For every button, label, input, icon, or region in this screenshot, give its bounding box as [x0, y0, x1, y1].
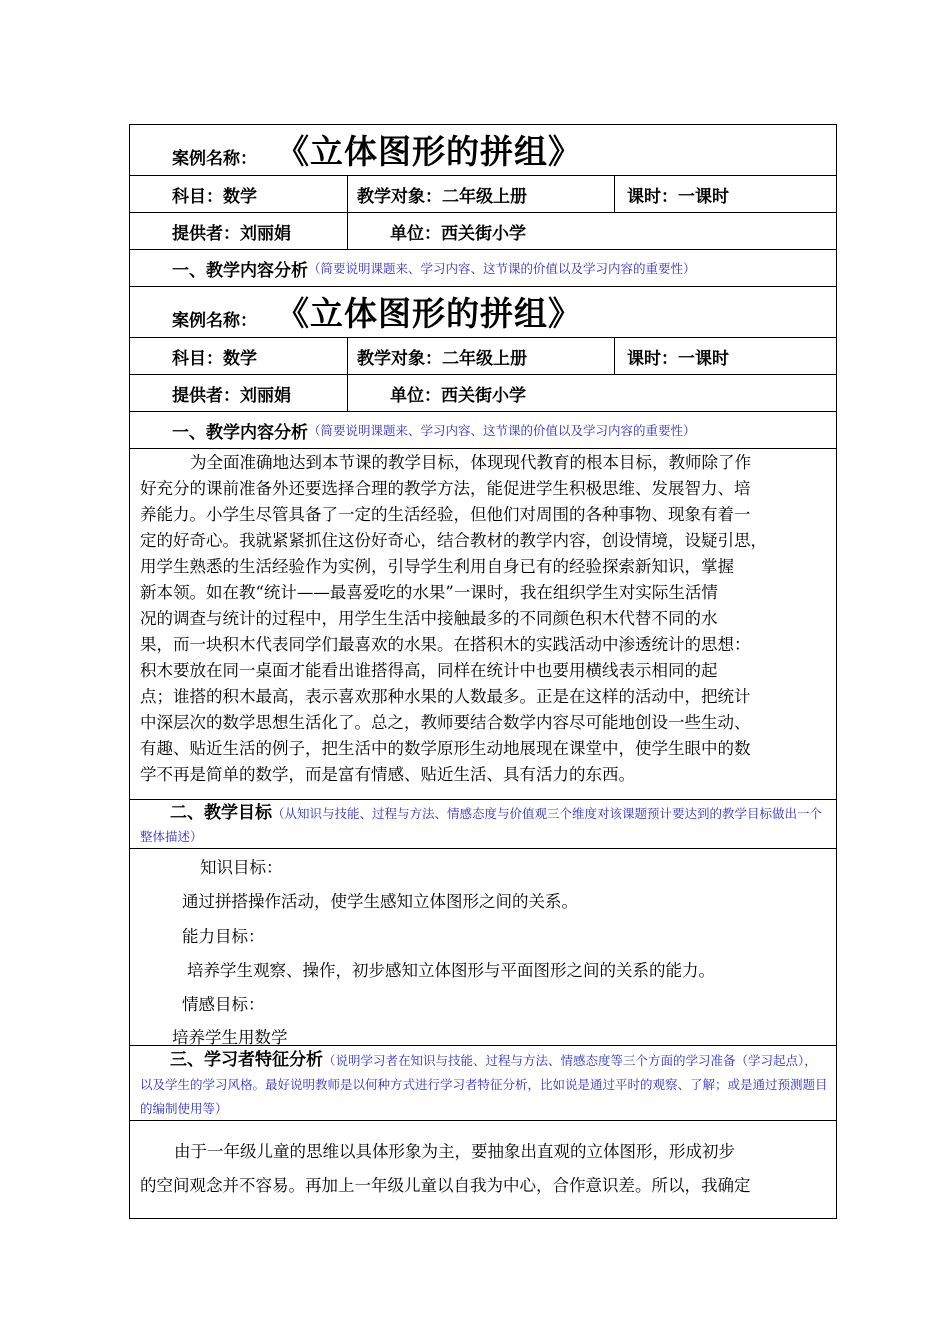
unit-cell: 单位：西关街小学 [347, 213, 647, 249]
provider-row [130, 213, 836, 250]
knowledge-goal-label: 知识目标： [200, 858, 283, 877]
content-analysis-text [140, 450, 828, 788]
subject-cell: 科目：数学 [172, 186, 257, 207]
emotion-goal-text: 培养学生用数学 [172, 1028, 288, 1047]
audience-cell: 教学对象：二年级上册 [347, 176, 614, 212]
section1-header [130, 250, 836, 287]
text-line: 况的调查与统计的过程中，用学生生活中接触最多的不同颜色积木代替不同的水 [140, 609, 718, 628]
provider-cell: 提供者：刘丽娟 [172, 385, 291, 406]
ability-goal-text: 培养学生观察、操作，初步感知立体图形与平面图形之间的关系的能力。 [187, 961, 715, 980]
learner-analysis-text [140, 1135, 828, 1203]
audience-cell: 教学对象：二年级上册 [347, 338, 614, 374]
section1-note: （简要说明课题来、学习内容、这节课的价值以及学习内容的重要性） [308, 261, 696, 276]
text-line: 为全面准确地达到本节课的教学目标，体现现代教育的根本目标，教师除了作 [190, 453, 751, 472]
text-line: 养能力。小学生尽管具备了一定的生活经验，但他们对周围的各种事物、现象有着一 [140, 505, 751, 524]
text-line: 积木要放在同一桌面才能看出谁搭得高，同样在统计中也要用横线表示相同的起 [140, 661, 718, 680]
text-line: 的空间观念并不容易。再加上一年级儿童以自我为中心，合作意识差。所以，我确定 [140, 1176, 751, 1195]
case-title: 《立体图形的拼组》 [276, 132, 582, 171]
lesson-plan-table [129, 124, 837, 1219]
case-title-row [130, 125, 836, 176]
text-line: 果，而一块积木代表同学们最喜欢的水果。在搭积木的实践活动中渗透统计的思想： [140, 635, 751, 654]
period-cell: 课时：一课时 [614, 176, 836, 212]
provider-row [130, 375, 836, 412]
info-row [130, 176, 836, 213]
section2-body [130, 849, 836, 1046]
text-line: 好充分的课前准备外还要选择合理的教学方法，能促进学生积极思维、发展智力、培 [140, 479, 751, 498]
knowledge-goal-text: 通过拼搭操作活动，使学生感知立体图形之间的关系。 [182, 892, 578, 911]
case-title: 《立体图形的拼组》 [276, 294, 582, 333]
text-line: 定的好奇心。我就紧紧抓住这份好奇心，结合教材的教学内容，创设情境，设疑引思， [140, 531, 767, 550]
section1-title: 一、教学内容分析 [172, 260, 308, 281]
period-cell: 课时：一课时 [614, 338, 836, 374]
emotion-goal-label: 情感目标： [182, 995, 265, 1014]
case-title-row [130, 287, 836, 338]
unit-cell: 单位：西关街小学 [347, 375, 647, 411]
section3-body [130, 1121, 836, 1218]
case-label: 案例名称： [172, 149, 257, 169]
content-analysis-body [130, 449, 836, 800]
info-row [130, 338, 836, 375]
ability-goal-label: 能力目标： [182, 927, 265, 946]
text-line: 新本领。如在教“统计——最喜爱吃的水果”一课时，我在组织学生对实际生活情 [140, 583, 718, 602]
subject-cell: 科目：数学 [172, 348, 257, 369]
section2-header [130, 800, 836, 849]
section1-title: 一、教学内容分析 [172, 422, 308, 443]
section3-note: （说明学习者在知识与技能、过程与方法、情感态度等三个方面的学习准备（学习起点），以及学生的学习风格。最好说明教师是以何种方式进行学习者特征分析，比如说是通过平时的观察、了解；或是通过预测题目的编制使用等） [140, 1053, 828, 1116]
section1-header [130, 412, 836, 449]
case-label: 案例名称： [172, 311, 257, 331]
text-line: 点；谁搭的积木最高，表示喜欢那种水果的人数最多。正是在这样的活动中，把统计 [140, 687, 751, 706]
section3-title: 三、学习者特征分析 [170, 1050, 323, 1070]
text-line: 学不再是简单的数学，而是富有情感、贴近生活、具有活力的东西。 [140, 765, 635, 784]
text-line: 用学生熟悉的生活经验作为实例，引导学生利用自身已有的经验探索新知识，掌握 [140, 557, 734, 576]
text-line: 由于一年级儿童的思维以具体形象为主，要抽象出直观的立体图形，形成初步 [174, 1142, 735, 1161]
text-line: 中深层次的数学思想生活化了。总之，教师要结合数学内容尽可能地创设一些生动、 [140, 713, 751, 732]
section2-note: （从知识与技能、过程与方法、情感态度与价值观三个维度对该课题预计要达到的教学目标做出一个整体描述） [140, 806, 823, 844]
provider-cell: 提供者：刘丽娟 [172, 223, 291, 244]
section2-title: 二、教学目标 [170, 803, 272, 823]
section1-note: （简要说明课题来、学习内容、这节课的价值以及学习内容的重要性） [308, 423, 696, 438]
text-line: 有趣、贴近生活的例子，把生活中的数学原形生动地展现在课堂中，使学生眼中的数 [140, 739, 751, 758]
section3-header [130, 1046, 836, 1121]
